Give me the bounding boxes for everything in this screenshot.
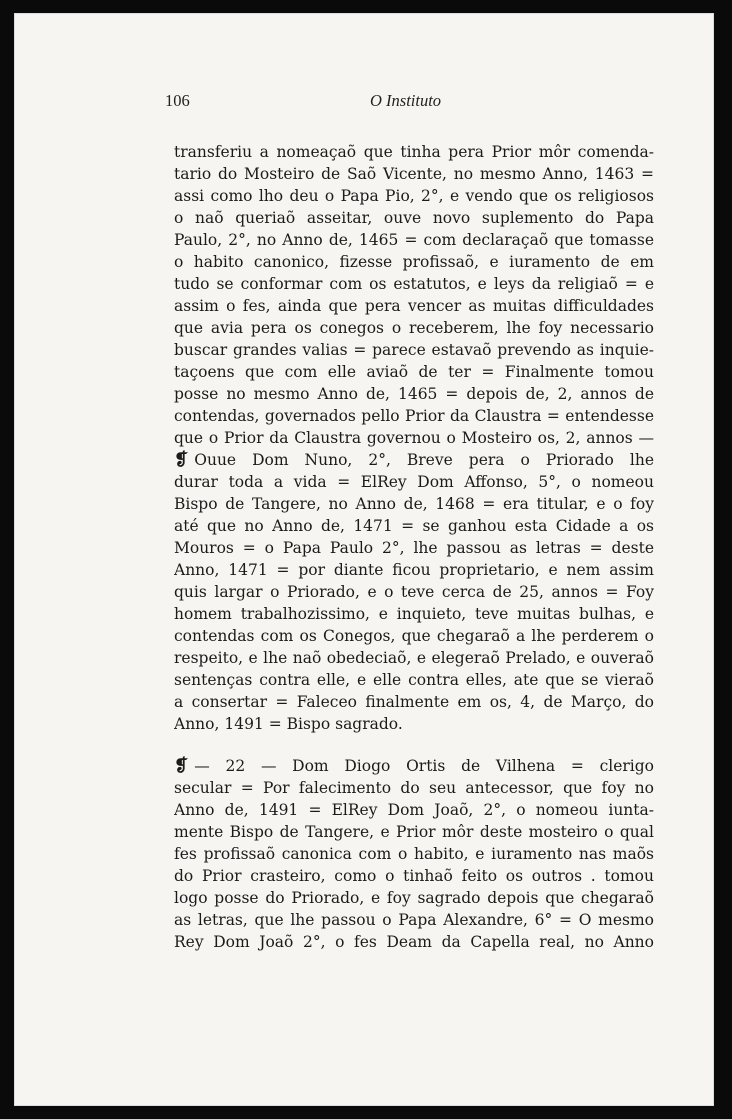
text-line: Bispo de Tangere, no Anno de, 1468 = era titular, e o foy <box>174 495 654 513</box>
body-text <box>174 141 654 953</box>
text-line: Rey Dom Joaõ 2°, o fes Deam da Capella real, no Anno <box>174 933 654 951</box>
paragraph <box>174 141 654 449</box>
text-line: a consertar = Faleceo finalmente em os, 4, de Março, do <box>174 693 654 711</box>
text-line: transferiu a nomeaçaõ que tinha pera Prior môr comenda- <box>174 143 654 161</box>
text-line: durar toda a vida = ElRey Dom Affonso, 5°, o nomeou <box>174 473 654 491</box>
text-line: contendas com os Conegos, que chegaraõ a lhe perderem o <box>174 627 654 645</box>
text-line: taçoens que com elle aviaõ de ter = Finalmente tomou <box>174 363 654 381</box>
pilcrow-icon: ❡ <box>174 756 189 776</box>
text-line: assim o fes, ainda que pera vencer as muitas difficuldades <box>174 297 654 315</box>
text-line: buscar grandes valias = parece estavaõ prevendo as inquie- <box>174 341 654 359</box>
book-page <box>14 13 714 1106</box>
line-text: Ouue Dom Nuno, 2°, Breve pera o Priorado lhe <box>194 451 654 469</box>
text-line: Anno de, 1491 = ElRey Dom Joaõ, 2°, o nomeou iunta- <box>174 801 654 819</box>
text-line: o naõ queriaõ asseitar, ouve novo suplemento do Papa <box>174 209 654 227</box>
text-line: secular = Por falecimento do seu antecessor, que foy no <box>174 779 654 797</box>
text-line: quis largar o Priorado, e o teve cerca de 25, annos = Foy <box>174 583 654 601</box>
paragraph <box>174 449 654 735</box>
text-line: Anno, 1471 = por diante ficou proprietario, e nem assim <box>174 561 654 579</box>
text-line: assi como lho deu o Papa Pio, 2°, e vendo que os religiosos <box>174 187 654 205</box>
text-line: até que no Anno de, 1471 = se ganhou esta Cidade a os <box>174 517 654 535</box>
text-line: posse no mesmo Anno de, 1465 = depois de, 2, annos de <box>174 385 654 403</box>
page-header <box>165 91 615 117</box>
text-line: o habito canonico, fizesse profissaõ, e iuramento de em <box>174 253 654 271</box>
text-line: Paulo, 2°, no Anno de, 1465 = com declaraçaõ que tomasse <box>174 231 654 249</box>
text-line: homem trabalhozissimo, e inquieto, teve muitas bulhas, e <box>174 605 654 623</box>
text-line: sentenças contra elle, e elle contra elles, ate que se vieraõ <box>174 671 654 689</box>
text-line: as letras, que lhe passou o Papa Alexandre, 6° = O mesmo <box>174 911 654 929</box>
text-line-with-pilcrow <box>174 449 654 471</box>
line-text: — 22 — Dom Diogo Ortis de Vilhena = clerigo <box>194 757 654 775</box>
text-line: contendas, governados pello Prior da Claustra = entendesse <box>174 407 654 425</box>
text-line: que o Prior da Claustra governou o Mosteiro os, 2, annos — <box>174 429 654 447</box>
text-line: Mouros = o Papa Paulo 2°, lhe passou as letras = deste <box>174 539 654 557</box>
text-line: do Prior crasteiro, como o tinhaõ feito os outros . tomou <box>174 867 654 885</box>
text-line: tudo se conformar com os estatutos, e leys da religiaõ = e <box>174 275 654 293</box>
text-line: respeito, e lhe naõ obedeciaõ, e elegeraõ Prelado, e ouveraõ <box>174 649 654 667</box>
text-line: logo posse do Priorado, e foy sagrado depois que chegaraõ <box>174 889 654 907</box>
running-title: O Instituto <box>370 91 442 110</box>
paragraph-gap <box>174 735 654 755</box>
text-line-with-pilcrow <box>174 755 654 777</box>
text-line: fes profissaõ canonica com o habito, e iuramento nas maõs <box>174 845 654 863</box>
text-line: que avia pera os conegos o receberem, lhe foy necessario <box>174 319 654 337</box>
text-line: Anno, 1491 = Bispo sagrado. <box>174 715 403 733</box>
text-line: mente Bispo de Tangere, e Prior môr deste mosteiro o qual <box>174 823 654 841</box>
text-line: tario do Mosteiro de Saõ Vicente, no mesmo Anno, 1463 = <box>174 165 654 183</box>
pilcrow-icon: ❡ <box>174 450 189 470</box>
paragraph <box>174 755 654 953</box>
page-number: 106 <box>165 91 190 110</box>
